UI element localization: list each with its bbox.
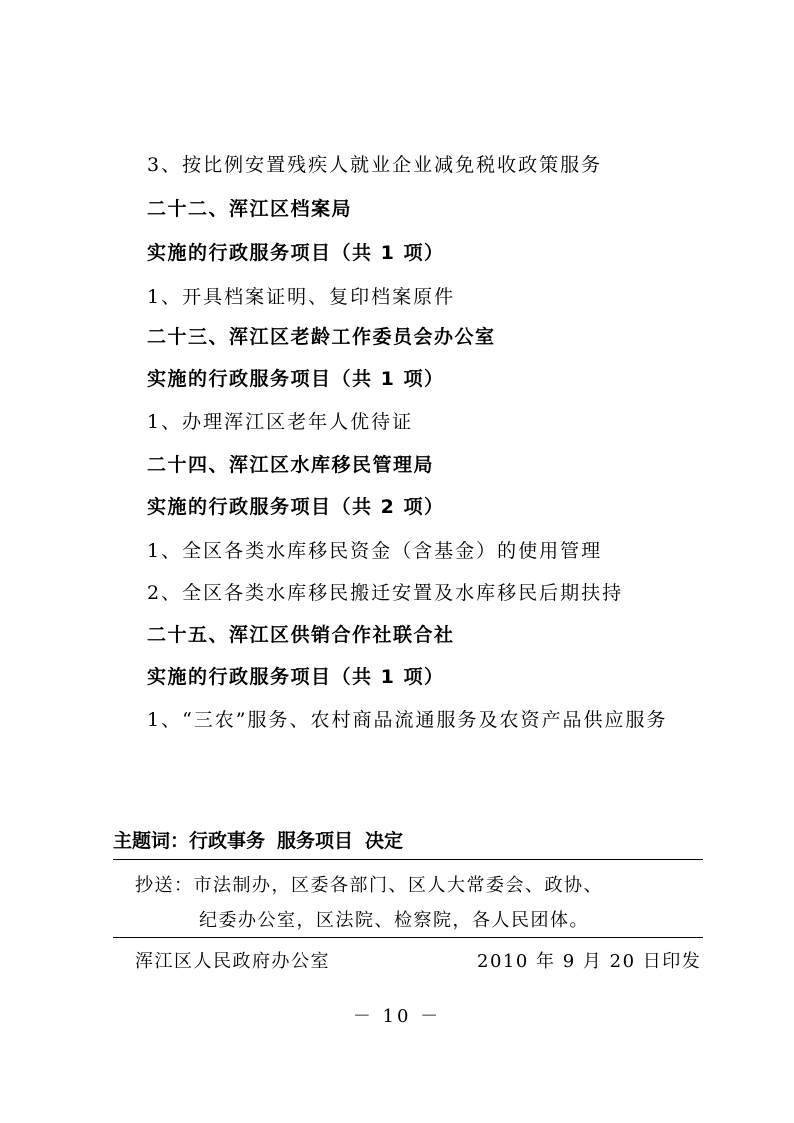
section-heading: 二十二、浑江区档案局 [147,198,353,220]
subject-label: 主题词： [113,830,190,852]
item-text: 2、全区各类水库移民搬迁安置及水库移民后期扶持 [147,582,624,604]
item-text: 1、全区各类水库移民资金（含基金）的使用管理 [147,540,603,562]
section-subheading: 实施的行政服务项目（共 1 项） [147,368,445,390]
issue-date: 2010 年 9 月 20 日印发 [477,951,702,972]
cc-list [135,871,603,897]
section-subheading: 实施的行政服务项目（共 1 项） [147,242,445,264]
section-subheading: 实施的行政服务项目（共 2 项） [147,496,445,518]
cc-label: 抄送： [135,875,194,896]
subject-term: 决定 [365,830,404,852]
subject-term: 行政事务 [189,830,266,852]
page-number: － 10 － [352,1006,442,1027]
section-subheading: 实施的行政服务项目（共 1 项） [147,666,445,688]
issuer: 浑江区人民政府办公室 [135,951,330,972]
item-text: 1、开具档案证明、复印档案原件 [147,286,456,308]
cc-line-1: 市法制办，区委各部门、区人大常委会、政协、 [193,875,603,896]
section-heading: 二十五、浑江区供销合作社联合社 [147,624,455,646]
item-text: 1、“三农”服务、农村商品流通服务及农资产品供应服务 [147,709,668,731]
item-text: 3、按比例安置残疾人就业企业减免税收政策服务 [147,154,603,176]
subject-terms [113,826,403,853]
divider [113,937,703,938]
section-heading: 二十三、浑江区老龄工作委员会办公室 [147,326,496,348]
section-heading: 二十四、浑江区水库移民管理局 [147,454,435,476]
subject-term: 服务项目 [277,830,354,852]
divider [113,859,703,860]
item-text: 1、办理浑江区老年人优待证 [147,411,414,433]
cc-line-2: 纪委办公室，区法院、检察院，各人民团体。 [199,910,589,931]
